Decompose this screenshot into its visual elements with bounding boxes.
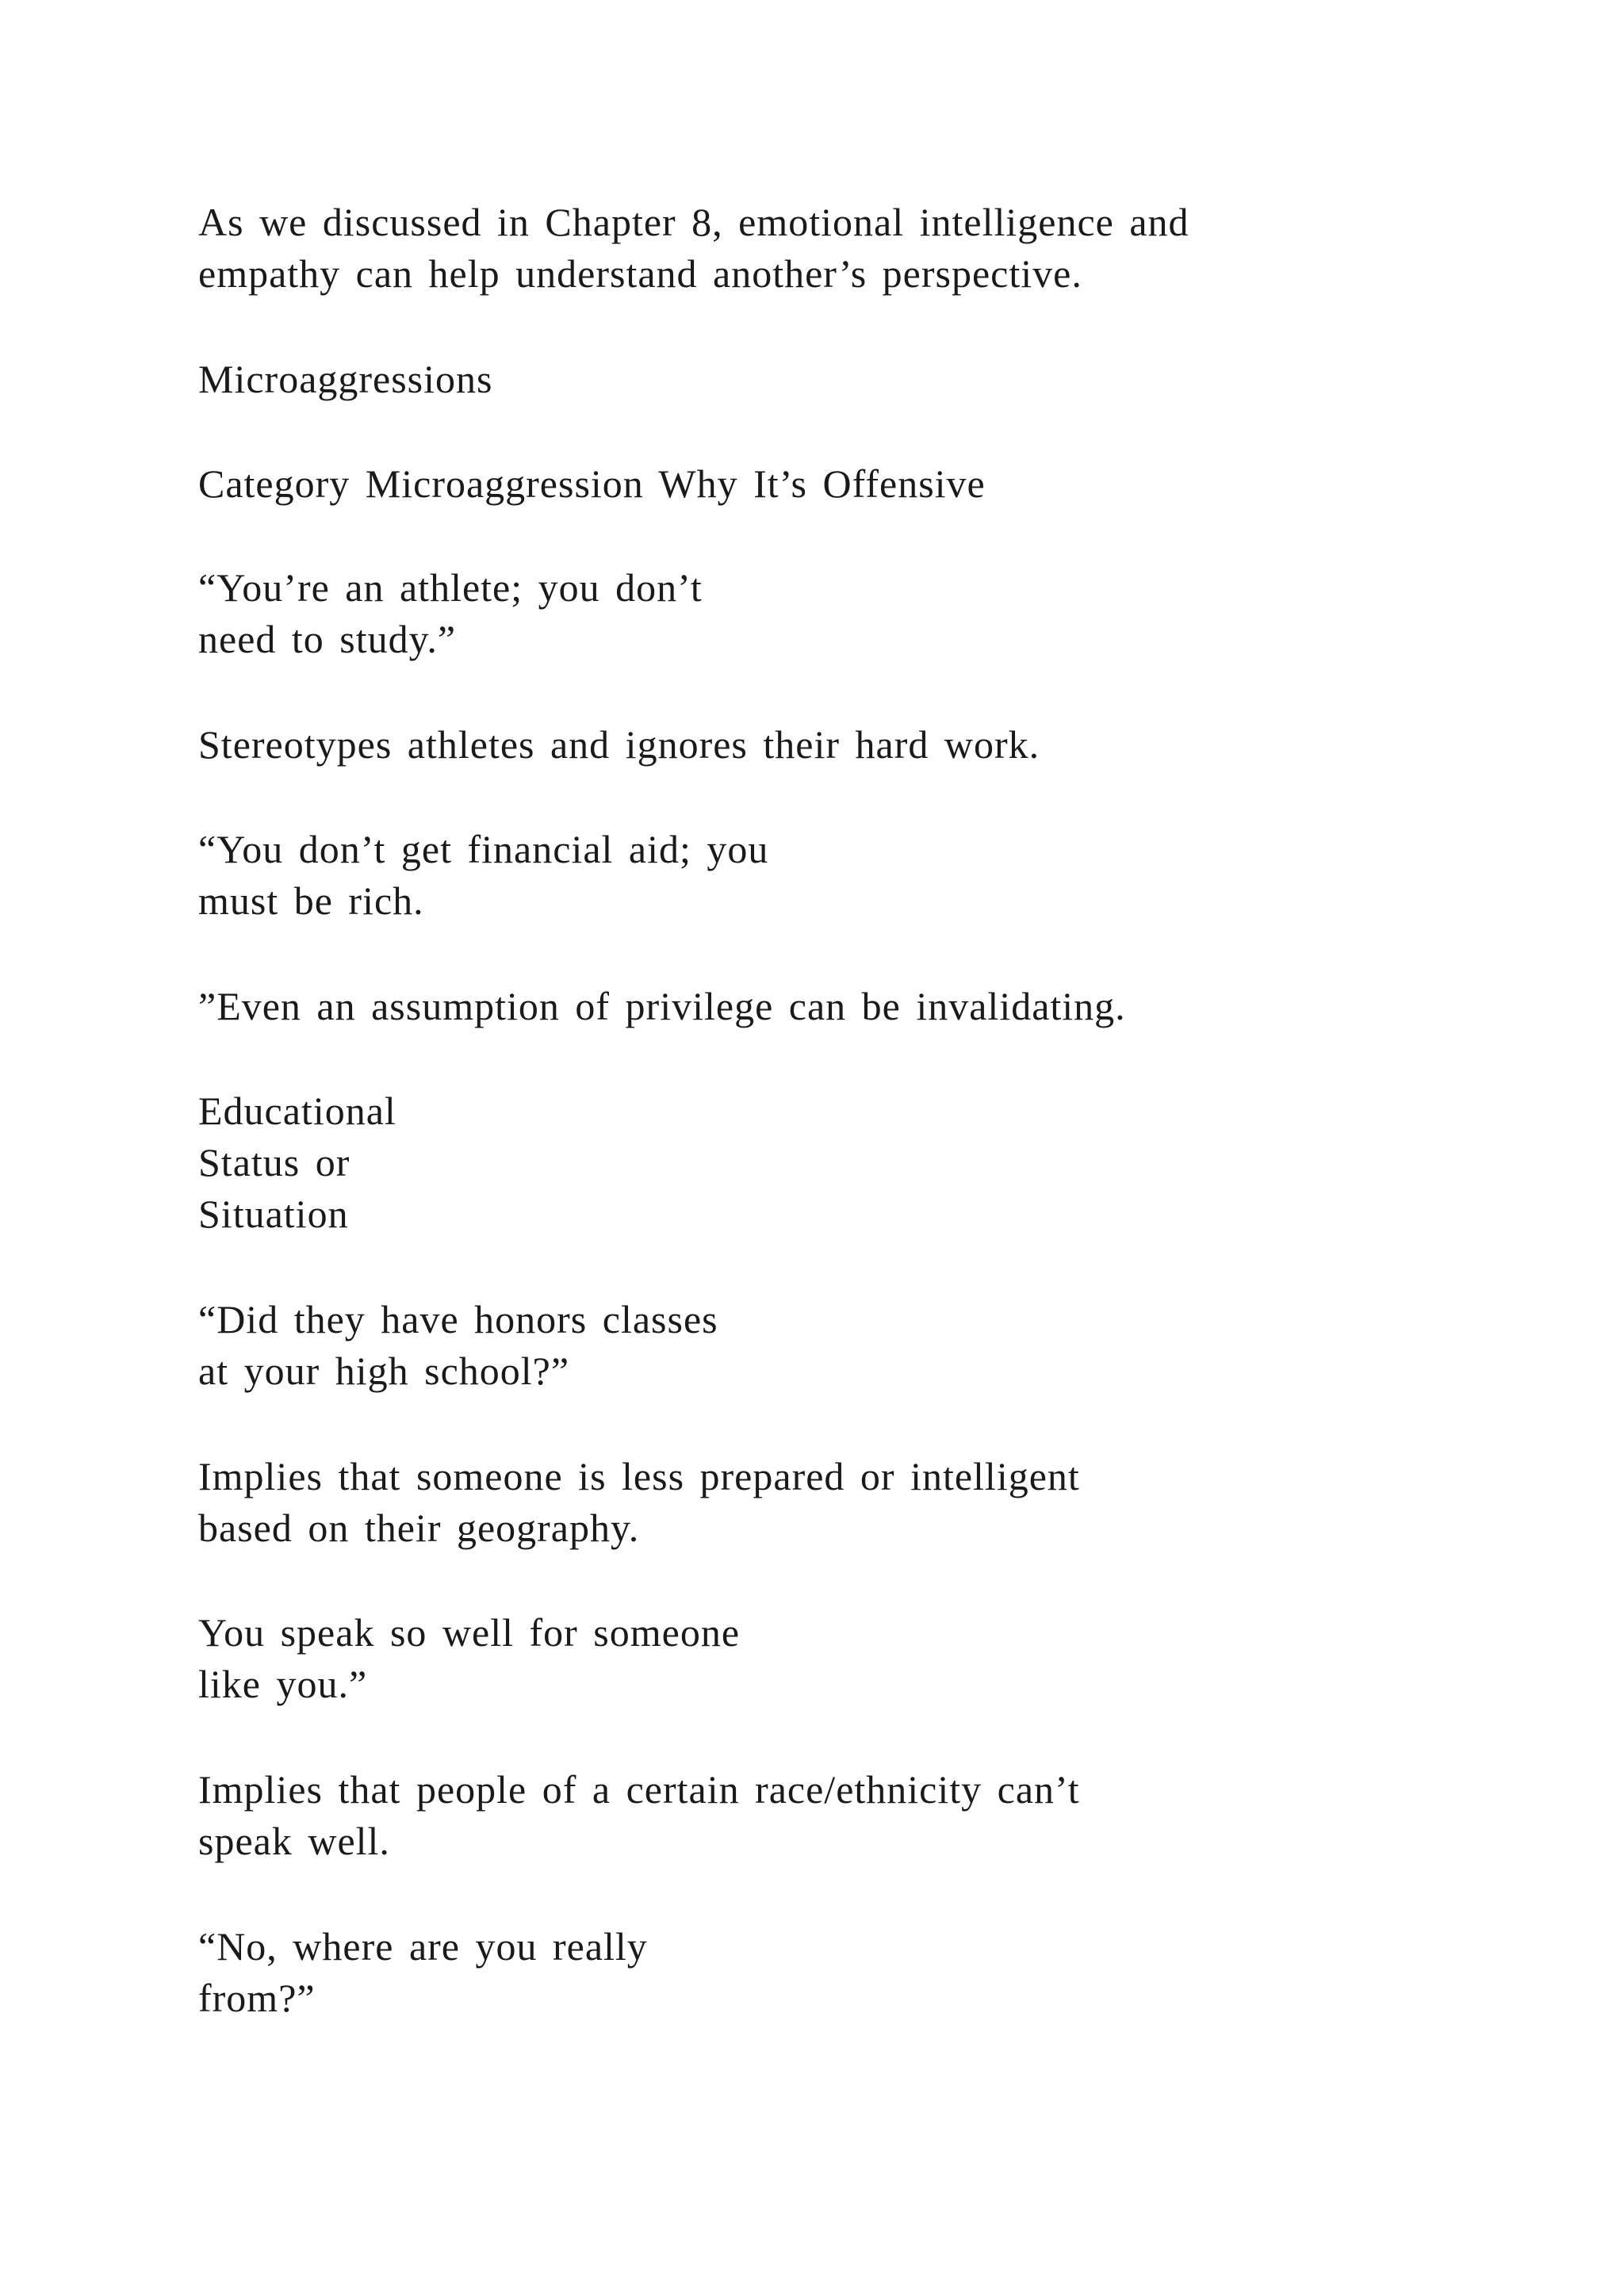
text-line: empathy can help understand another’s perspective.	[198, 251, 1082, 296]
text-line: Implies that people of a certain race/ethnicity can’t	[198, 1767, 1080, 1812]
microaggression-where-from	[198, 1921, 648, 2024]
text-line: at your high school?”	[198, 1349, 570, 1393]
intro-paragraph	[198, 197, 1189, 300]
text-line: need to study.”	[198, 617, 457, 661]
offense-explanation-athlete	[198, 719, 1040, 771]
text-line: Situation	[198, 1192, 349, 1236]
text-line: “You don’t get financial aid; you	[198, 827, 769, 871]
text-line: You speak so well for someone	[198, 1610, 741, 1655]
text-line: Status or	[198, 1140, 350, 1184]
text-line: from?”	[198, 1976, 316, 2020]
text-line: “No, where are you really	[198, 1924, 648, 1969]
microaggression-honors-classes	[198, 1294, 718, 1397]
category-educational-status	[198, 1085, 396, 1240]
section-heading	[198, 354, 493, 405]
table-header-row	[198, 458, 986, 510]
text-line: “Did they have honors classes	[198, 1297, 718, 1341]
text-line: As we discussed in Chapter 8, emotional intelligence and	[198, 200, 1189, 244]
microaggression-speak-well	[198, 1607, 740, 1710]
text-line: “You’re an athlete; you don’t	[198, 565, 703, 610]
text-line: Category Microaggression Why It’s Offensive	[198, 461, 986, 506]
offense-explanation-speak-well	[198, 1764, 1080, 1867]
text-line: like you.”	[198, 1662, 368, 1706]
microaggression-financial-aid	[198, 824, 768, 927]
text-line: must be rich.	[198, 878, 424, 923]
text-line: Educational	[198, 1089, 396, 1133]
text-line: Implies that someone is less prepared or intelligent	[198, 1454, 1080, 1498]
text-line: Stereotypes athletes and ignores their hard work.	[198, 722, 1040, 767]
microaggression-athlete	[198, 562, 703, 665]
offense-explanation-honors-classes	[198, 1451, 1080, 1554]
offense-explanation-financial-aid	[198, 981, 1126, 1032]
text-line: ”Even an assumption of privilege can be invalidating.	[198, 984, 1126, 1028]
text-line: Microaggressions	[198, 357, 493, 401]
text-line: based on their geography.	[198, 1506, 640, 1550]
text-line: speak well.	[198, 1819, 390, 1863]
